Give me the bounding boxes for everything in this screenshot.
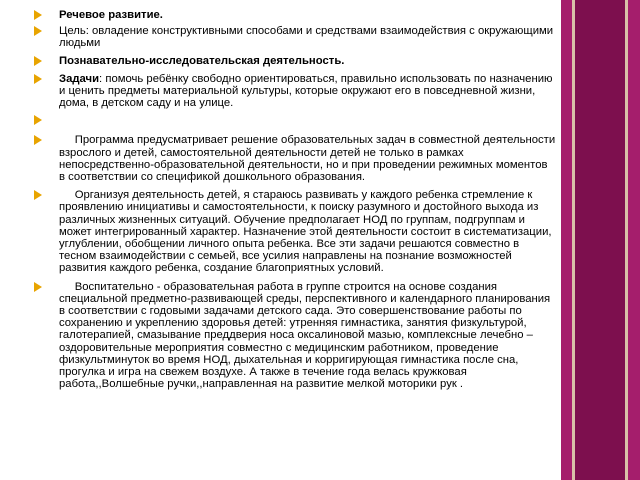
item-text: Цель: овладение конструктивными способами и средствами взаимодействия с окружающими людьми [59,25,554,50]
list-item-educational-work [34,281,556,391]
tasks-label: Задачи [59,72,100,85]
list-item-tasks [34,73,556,110]
slide-content [34,9,556,390]
item-text: Программа предусматривает решение образовательных задач в совместной деятельности взрослого и детей, самостоятельной деятельности детей не только в рамках непосредственно-образовательной деятельности, но и при проведении режимных моментов в соответствии со спецификой дошкольного образования. [59,134,556,184]
bullet-icon [34,10,42,20]
item-text: Речевое развитие. [59,9,163,21]
item-text: Организуя деятельность детей, я стараюсь развивать у каждого ребенка стремление к проявлению инициативы и самостоятельности, к поиску разумного и достойного выхода из различных жизненных ситуаций. Обучение предполагает НОД по группам, подгруппам и может интегрированный характер. Назначение этой деятельности состоит в систематизации, углублении, обобщении личного опыта ребенка. Все эти задачи решаются совместно в тесном взаимодействии с семьей, все усилия направлены на познание возможностей развития каждого ребенка, создание благоприятных условий. [59,189,552,275]
item-text: : помочь ребёнку свободно ориентироваться, правильно использовать по назначению и ценить предметы материальной культуры, которые окружают его в повседневной жизни, дома, в детском саду и на улице. [59,72,553,110]
list-item-cognitive-research [34,55,556,67]
bullet-icon [34,74,42,84]
list-item-goal [34,25,556,49]
bullet-icon [34,26,42,36]
bullet-icon [34,190,42,200]
list-item-organizing [34,189,556,274]
bullet-icon [34,282,42,292]
list-item-empty [34,114,556,126]
item-text: Воспитательно - образовательная работа в группе строится на основе создания специальной предметно-развивающей среды, перспективного и календарного планирования в соответствии с годовыми задачами детского сада. Это совершенствование работы по сохранению и укреплению здоровья детей: утренняя гимнастика, занятия физкультурой, галотерапией, смазывание преддверия носа оксалиновой мазью, комплексные лечебно – оздоровительные мероприятия совместно с медицинским работником, проведение физкультминуток во время НОД, дыхательная и корригирующая гимнастика после сна, прогулка и игра на свежем воздухе. А также в течение года велась кружковая работа,,Волшебные ручки,,направленная на развитие мелкой моторики рук . [59,280,551,391]
list-item-speech-development [34,9,556,21]
list-item-program [34,134,556,183]
item-text: Познавательно-исследовательская деятельность. [59,54,345,67]
bullet-icon [34,135,42,145]
decorative-side-frame [572,0,628,480]
bullet-icon [34,115,42,125]
bullet-icon [34,56,42,66]
